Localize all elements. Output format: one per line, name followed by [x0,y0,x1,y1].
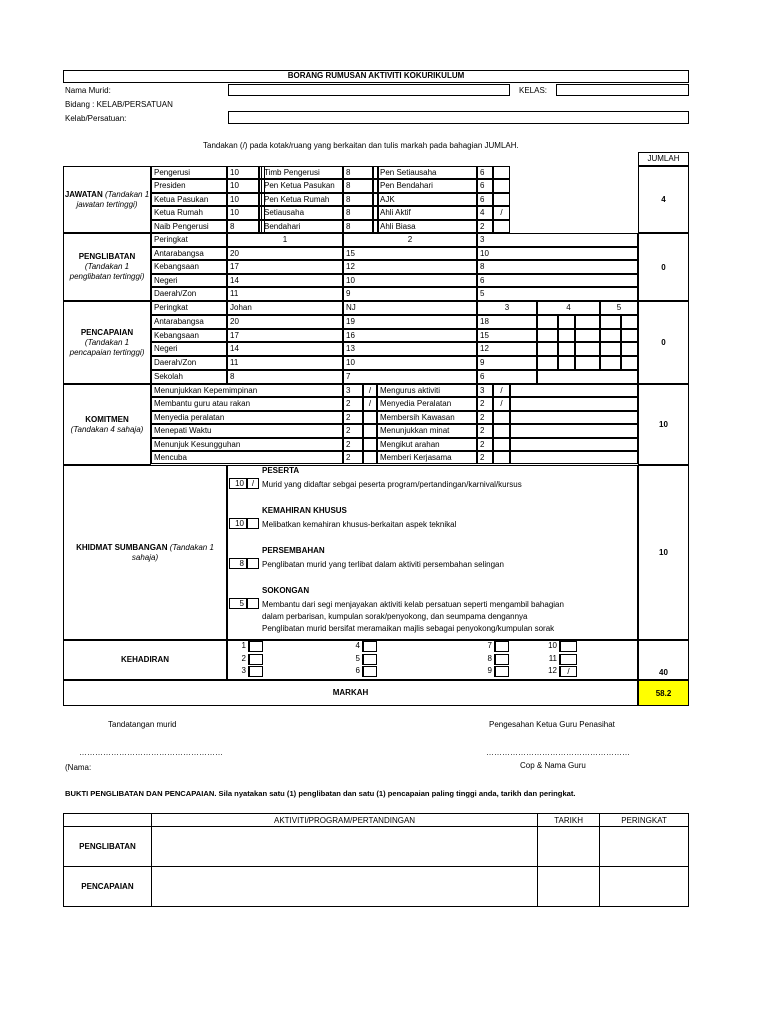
kehadiran-section-label [63,640,227,680]
pencapaian-score: 19 [343,315,477,329]
jawatan-item-score: 2 [477,220,493,233]
komitmen-item-checkbox[interactable] [493,451,510,464]
komitmen-item-checkbox[interactable]: / [493,384,510,397]
pencapaian-header-nj: NJ [343,301,477,315]
komitmen-item-score: 2 [343,424,363,437]
komitmen-item-score: 2 [477,397,493,410]
jawatan-item-label: Pen Setiausaha [377,166,477,179]
jawatan-jumlah[interactable]: 4 [638,166,689,233]
komitmen-blank [510,424,638,437]
pencapaian-row-label: Antarabangsa [151,315,227,329]
kehadiran-session-number: 9 [477,666,495,677]
khidmat-item-description: Penglibatan murid bersifat meramaikan majlis sebagai penyokong/kumpulan sorak [262,624,555,633]
penglibatan-score: 15 [343,247,477,261]
khidmat-item-score: 8 [229,558,247,569]
jawatan-section-label [63,166,151,233]
bukti-penglibatan-peringkat[interactable] [600,827,689,867]
kehadiran-checkbox[interactable] [560,641,577,652]
khidmat-item-score: 5 [229,598,247,609]
komitmen-item-label: Menunjuk Kesungguhan [151,438,343,451]
cop-nama-guru-label: Cop & Nama Guru [520,761,586,770]
komitmen-item-label: Menyedia Peralatan [377,397,477,410]
bukti-pencapaian-tarikh[interactable] [538,867,600,907]
komitmen-item-label: Menunjukkan Kepemimpinan [151,384,343,397]
pencapaian-row-label: Negeri [151,342,227,356]
bukti-pencapaian-aktiviti[interactable] [151,867,537,907]
jawatan-item-label: Pen Ketua Rumah [261,193,343,206]
bukti-corner-cell [64,814,152,827]
kehadiran-session-number: 3 [229,666,249,677]
jawatan-item-score: 10 [227,193,259,206]
khidmat-item-description: Penglibatan murid yang terlibat dalam aktiviti persembahan selingan [262,560,504,569]
pencapaian-header-3: 3 [477,301,537,315]
khidmat-item-score: 10 [229,478,247,489]
komitmen-item-label: Membersih Kawasan [377,411,477,424]
pencapaian-jumlah[interactable]: 0 [638,301,689,384]
pencapaian-blank [537,370,638,384]
jawatan-item-score: 8 [343,193,373,206]
komitmen-item-label: Membantu guru atau rakan [151,397,343,410]
komitmen-item-score: 2 [343,411,363,424]
jawatan-item-label: Timb Pengerusi [261,166,343,179]
jawatan-item-score: 6 [477,166,493,179]
pencapaian-checkbox[interactable] [575,315,600,329]
jawatan-item-score: 8 [343,179,373,192]
komitmen-blank [510,397,638,410]
pencapaian-checkbox[interactable] [600,342,621,356]
komitmen-item-label: Menunjukkan minat [377,424,477,437]
komitmen-item-label: Menepati Waktu [151,424,343,437]
komitmen-item-score: 2 [343,397,363,410]
komitmen-item-checkbox[interactable]: / [493,397,510,410]
komitmen-blank [510,384,638,397]
jawatan-item-label: Setiausaha [261,206,343,219]
bukti-header-peringkat: PERINGKAT [600,814,689,827]
kelab-field[interactable] [228,111,689,124]
khidmat-item-heading: PERSEMBAHAN [262,546,325,555]
kelab-label: Kelab/Persatuan: [65,114,127,123]
bukti-header-aktiviti: AKTIVITI/PROGRAM/PERTANDINGAN [151,814,537,827]
jawatan-item-label: Pen Ketua Pasukan [261,179,343,192]
jawatan-title: JAWATAN [64,189,103,199]
kehadiran-checkbox[interactable] [249,641,263,652]
khidmat-item-checkbox[interactable] [247,518,259,529]
kehadiran-session-number: 11 [537,654,560,665]
pencapaian-checkbox[interactable] [600,329,621,343]
jawatan-item-checkbox[interactable] [493,193,510,206]
jawatan-item-checkbox[interactable] [493,179,510,192]
jawatan-item-label: AJK [377,193,477,206]
komitmen-item-score: 2 [477,438,493,451]
jawatan-item-label: Ketua Rumah [151,206,227,219]
pencapaian-score: 8 [227,370,343,384]
jawatan-item-label: Ahli Biasa [377,220,477,233]
pencapaian-header-johan: Johan [227,301,343,315]
bukti-penglibatan-aktiviti[interactable] [151,827,537,867]
murid-signature-line[interactable]: ……………………………………………… [79,748,223,757]
komitmen-item-label: Menyedia peralatan [151,411,343,424]
penglibatan-score: 5 [477,287,638,301]
pencapaian-score: 9 [477,356,537,370]
kelas-label: KELAS: [519,86,548,95]
pencapaian-row-label: Kebangsaan [151,329,227,343]
komitmen-item-checkbox[interactable] [493,411,510,424]
penglibatan-header-peringkat: Peringkat [151,233,227,247]
komitmen-item-label: Memberi Kerjasama [377,451,477,464]
guru-signature-line[interactable]: ……………………………………………… [486,748,630,757]
jawatan-item-checkbox[interactable] [493,220,510,233]
form-title: BORANG RUMUSAN AKTIVITI KOKURIKULUM [287,71,465,80]
nama-murid-label: Nama Murid: [65,86,111,95]
komitmen-title: KOMITMEN [85,414,129,424]
komitmen-item-label: Mengurus aktiviti [377,384,477,397]
penglibatan-row-label: Kebangsaan [151,260,227,274]
pencapaian-checkbox[interactable] [621,315,638,329]
kehadiran-checkbox[interactable] [495,654,509,665]
jawatan-item-score: 10 [227,206,259,219]
komitmen-item-score: 3 [477,384,493,397]
jawatan-item-score: 10 [227,179,259,192]
penglibatan-row-label: Negeri [151,274,227,288]
pencapaian-header-5: 5 [600,301,638,315]
jawatan-item-score: 8 [343,166,373,179]
pencapaian-checkbox[interactable] [600,356,621,370]
penglibatan-score: 17 [227,260,343,274]
kehadiran-checkbox[interactable] [363,654,377,665]
bidang-label: Bidang : KELAB/PERSATUAN [65,100,173,109]
jawatan-item-score: 6 [477,179,493,192]
pencapaian-checkbox[interactable] [558,342,575,356]
kehadiran-checkbox[interactable] [560,654,577,665]
markah-label: MARKAH [332,688,369,697]
jawatan-item-label: Naib Pengerusi [151,220,227,233]
pencapaian-checkbox[interactable] [558,315,575,329]
penglibatan-score: 10 [477,247,638,261]
pencapaian-title: PENCAPAIAN [80,327,134,337]
penglibatan-row-label: Antarabangsa [151,247,227,261]
penglibatan-score: 12 [343,260,477,274]
pencapaian-score: 6 [477,370,537,384]
pencapaian-checkbox[interactable] [537,329,558,343]
kehadiran-checkbox[interactable] [249,654,263,665]
kehadiran-checkbox[interactable] [363,641,377,652]
pencapaian-checkbox[interactable] [537,356,558,370]
penglibatan-jumlah[interactable]: 0 [638,233,689,301]
penglibatan-section-label [63,233,151,301]
pencapaian-checkbox[interactable] [575,356,600,370]
komitmen-item-score: 2 [343,451,363,464]
khidmat-item-score: 10 [229,518,247,529]
komitmen-item-checkbox[interactable]: / [363,384,377,397]
khidmat-note: (Tandakan 1 sahaja) [131,542,214,562]
komitmen-blank [510,451,638,464]
kehadiran-session-number: 7 [477,641,495,652]
pencapaian-section-label [63,301,151,384]
pencapaian-score: 13 [343,342,477,356]
komitmen-item-checkbox[interactable]: / [363,397,377,410]
komitmen-item-score: 2 [477,411,493,424]
khidmat-item-description: Melibatkan kemahiran khusus-berkaitan aspek teknikal [262,520,457,529]
pencapaian-checkbox[interactable] [537,315,558,329]
nama-murid-field[interactable] [228,84,510,96]
pencapaian-header-peringkat: Peringkat [151,301,227,315]
penglibatan-title: PENGLIBATAN [78,252,136,261]
penglibatan-header-3: 3 [477,233,638,247]
pencapaian-score: 7 [343,370,477,384]
instruction-text: Tandakan (/) pada kotak/ruang yang berkaitan dan tulis markah pada bahagian JUMLAH. [203,141,519,150]
kehadiran-checkbox[interactable]: / [560,666,577,677]
pencapaian-checkbox[interactable] [621,356,638,370]
komitmen-item-score: 2 [477,451,493,464]
bukti-table [63,813,689,907]
kelas-field[interactable] [556,84,689,96]
bukti-penglibatan-tarikh[interactable] [538,827,600,867]
pencapaian-row-label: Sekolah [151,370,227,384]
komitmen-item-checkbox[interactable] [363,451,377,464]
pencapaian-checkbox[interactable] [600,315,621,329]
komitmen-item-checkbox[interactable] [363,424,377,437]
pencapaian-score: 10 [343,356,477,370]
kehadiran-session-number: 2 [229,654,249,665]
khidmat-item-description: Murid yang didaftar sebgai peserta program/pertandingan/karnival/kursus [262,480,522,489]
kehadiran-session-number: 6 [343,666,363,677]
jawatan-item-checkbox[interactable] [493,166,510,179]
pencapaian-score: 12 [477,342,537,356]
jawatan-item-score: 4 [477,206,493,219]
khidmat-jumlah[interactable]: 10 [638,465,689,640]
jawatan-item-score: 8 [227,220,259,233]
bukti-row-pencapaian: PENCAPAIAN [64,867,152,907]
jawatan-item-score: 6 [477,193,493,206]
khidmat-item-checkbox[interactable] [247,558,259,569]
pencapaian-checkbox[interactable] [537,342,558,356]
komitmen-item-label: Mengikut arahan [377,438,477,451]
pencapaian-row-label: Daerah/Zon [151,356,227,370]
jawatan-item-label: Pen Bendahari [377,179,477,192]
khidmat-title: KHIDMAT SUMBANGAN [76,542,168,552]
bukti-pencapaian-peringkat[interactable] [600,867,689,907]
komitmen-item-label: Mencuba [151,451,343,464]
jawatan-item-label: Bendahari [261,220,343,233]
khidmat-item-heading: PESERTA [262,466,300,475]
pencapaian-score: 11 [227,356,343,370]
khidmat-item-checkbox[interactable]: / [247,478,259,489]
jawatan-item-label: Pengerusi [151,166,227,179]
komitmen-section-label [63,384,151,465]
komitmen-item-checkbox[interactable] [493,438,510,451]
komitmen-item-score: 3 [343,384,363,397]
pencapaian-note: (Tandakan 1 pencapaian tertinggi) [69,337,145,357]
pencapaian-score: 14 [227,342,343,356]
khidmat-item-description: dalam perbarisan, kumpulan sorak/penyokong, dan seumpama dengannya [262,612,528,621]
pencapaian-score: 17 [227,329,343,343]
bukti-header-tarikh: TARIKH [538,814,600,827]
jawatan-item-score: 8 [343,206,373,219]
pencapaian-checkbox[interactable] [621,329,638,343]
penglibatan-header-1: 1 [227,233,343,247]
pencapaian-score: 18 [477,315,537,329]
pencapaian-score: 16 [343,329,477,343]
pencapaian-checkbox[interactable] [558,356,575,370]
jawatan-item-score: 8 [343,220,373,233]
pencapaian-checkbox[interactable] [575,329,600,343]
penglibatan-score: 8 [477,260,638,274]
bukti-row-penglibatan: PENGLIBATAN [64,827,152,867]
khidmat-item-heading: KEMAHIRAN KHUSUS [262,506,347,515]
penglibatan-score: 14 [227,274,343,288]
komitmen-item-score: 2 [477,424,493,437]
khidmat-item-checkbox[interactable] [247,598,259,609]
khidmat-section-label [63,465,227,640]
kehadiran-checkbox[interactable] [495,641,509,652]
kehadiran-title: KEHADIRAN [121,655,169,664]
jawatan-item-label: Ahli Aktif [377,206,477,219]
pencapaian-header-4: 4 [537,301,600,315]
penglibatan-score: 6 [477,274,638,288]
komitmen-item-score: 2 [343,438,363,451]
kehadiran-jumlah[interactable] [638,640,689,680]
jawatan-item-score: 10 [227,166,259,179]
pencapaian-checkbox[interactable] [621,342,638,356]
penglibatan-score: 11 [227,287,343,301]
penglibatan-score: 10 [343,274,477,288]
bukti-instruction: BUKTI PENGLIBATAN DAN PENCAPAIAN. Sila nyatakan satu (1) penglibatan dan satu (1) pencapaian paling tinggi anda, tarikh dan peringkat. [65,789,576,798]
jawatan-item-label: Ketua Pasukan [151,193,227,206]
kehadiran-session-number: 5 [343,654,363,665]
khidmat-item-heading: SOKONGAN [262,586,310,595]
kehadiran-session-number: 4 [343,641,363,652]
nama-label: (Nama: [65,763,92,772]
pengesahan-guru-label: Pengesahan Ketua Guru Penasihat [489,720,615,729]
kehadiran-jumlah-value: 40 [659,668,668,677]
kehadiran-checkbox[interactable] [363,666,377,677]
markah-value[interactable]: 58.2 [638,680,689,706]
jawatan-note: (Tandakan 1 jawatan tertinggi) [76,189,150,209]
kehadiran-session-number: 8 [477,654,495,665]
pencapaian-checkbox[interactable] [575,342,600,356]
penglibatan-note: (Tandakan 1 penglibatan tertinggi) [69,262,145,281]
jawatan-item-label: Presiden [151,179,227,192]
pencapaian-score: 20 [227,315,343,329]
komitmen-note: (Tandakan 4 sahaja) [70,424,144,434]
komitmen-item-checkbox[interactable] [493,424,510,437]
kehadiran-session-number: 10 [537,641,560,652]
kehadiran-checkbox[interactable] [495,666,509,677]
penglibatan-score: 20 [227,247,343,261]
komitmen-blank [510,438,638,451]
jumlah-header: JUMLAH [647,154,680,163]
tandatangan-murid-label: Tandatangan murid [108,720,177,729]
pencapaian-checkbox[interactable] [558,329,575,343]
khidmat-item-description: Membantu dari segi menjayakan aktiviti kelab persatuan seperti mengambil bahagian [262,600,564,609]
komitmen-jumlah[interactable]: 10 [638,384,689,465]
kehadiran-checkbox[interactable] [249,666,263,677]
penglibatan-row-label: Daerah/Zon [151,287,227,301]
komitmen-item-checkbox[interactable] [363,438,377,451]
jawatan-item-checkbox[interactable]: / [493,206,510,219]
kehadiran-session-number: 1 [229,641,249,652]
komitmen-item-checkbox[interactable] [363,411,377,424]
penglibatan-header-2: 2 [343,233,477,247]
komitmen-blank [510,411,638,424]
pencapaian-score: 15 [477,329,537,343]
kehadiran-session-number: 12 [537,666,560,677]
penglibatan-score: 9 [343,287,477,301]
